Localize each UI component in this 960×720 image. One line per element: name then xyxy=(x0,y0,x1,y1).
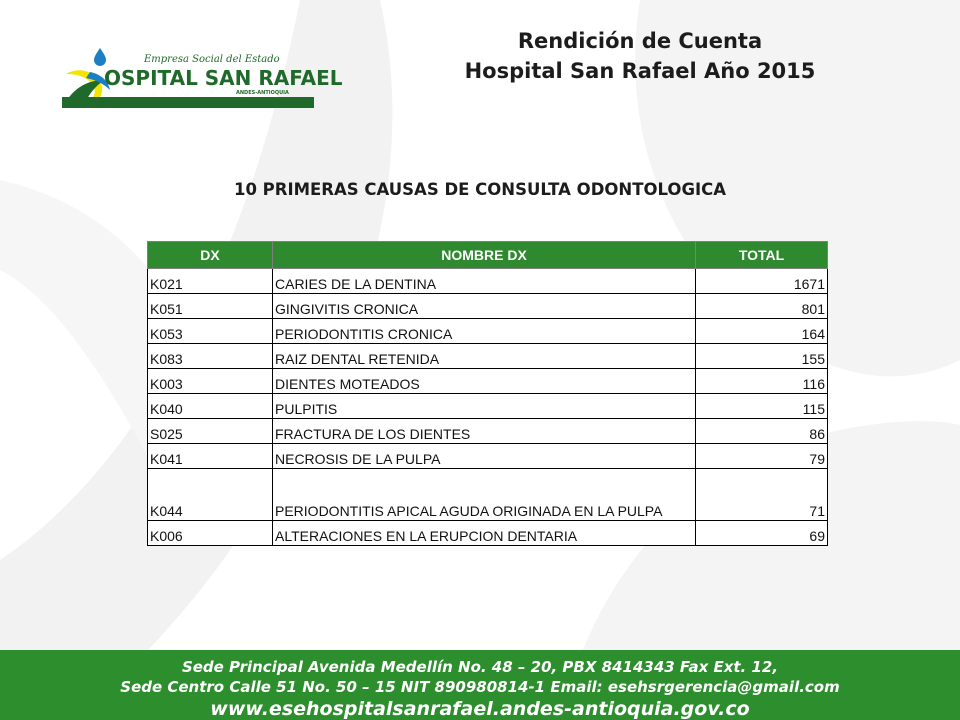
footer-address-main: Sede Principal Avenida Medellín No. 48 – 20, PBX 8414343 Fax Ext. 12, xyxy=(181,658,779,676)
footer-address-centro: Sede Centro Calle 51 No. 50 – 15 NIT 890980814-1 Email: esehsrgerencia@gmail.com xyxy=(120,678,840,696)
cell-total: 69 xyxy=(696,521,828,546)
table-row xyxy=(148,444,828,469)
cell-total: 79 xyxy=(696,444,828,469)
cell-total: 1671 xyxy=(696,269,828,294)
svg-text:ANDES-ANTIOQUIA: ANDES-ANTIOQUIA xyxy=(236,90,289,96)
cell-dx: K041 xyxy=(148,444,273,469)
header-dx: DX xyxy=(148,242,273,269)
table-row xyxy=(148,369,828,394)
cell-dx: K053 xyxy=(148,319,273,344)
svg-text:OSPITAL SAN RAFAEL: OSPITAL SAN RAFAEL xyxy=(104,66,343,90)
cell-name: FRACTURA DE LOS DIENTES xyxy=(273,419,696,444)
cell-name: PERIODONTITIS APICAL AGUDA ORIGINADA EN LA PULPA xyxy=(273,469,696,521)
cell-dx: K006 xyxy=(148,521,273,546)
table-row xyxy=(148,294,828,319)
cell-total: 155 xyxy=(696,344,828,369)
logo-tagline-bar xyxy=(62,97,314,108)
table-row xyxy=(148,269,828,294)
header-total: TOTAL xyxy=(696,242,828,269)
cell-dx: K044 xyxy=(148,469,273,521)
cell-total: 801 xyxy=(696,294,828,319)
footer-contact-bar xyxy=(0,650,960,720)
cell-name: PULPITIS xyxy=(273,394,696,419)
cell-dx: K003 xyxy=(148,369,273,394)
cell-name: GINGIVITIS CRONICA xyxy=(273,294,696,319)
cell-name: DIENTES MOTEADOS xyxy=(273,369,696,394)
diagnosis-table xyxy=(147,241,828,546)
table-row xyxy=(148,469,828,521)
cell-total: 116 xyxy=(696,369,828,394)
table-header-row xyxy=(148,242,828,269)
cell-total: 164 xyxy=(696,319,828,344)
cell-dx: K051 xyxy=(148,294,273,319)
header-nombre-dx: NOMBRE DX xyxy=(273,242,696,269)
cell-name: PERIODONTITIS CRONICA xyxy=(273,319,696,344)
cell-name: NECROSIS DE LA PULPA xyxy=(273,444,696,469)
cell-total: 115 xyxy=(696,394,828,419)
table-row xyxy=(148,521,828,546)
page-title xyxy=(440,26,840,86)
table-row xyxy=(148,319,828,344)
page-title-line2: Hospital San Rafael Año 2015 xyxy=(464,59,816,83)
section-subtitle: 10 PRIMERAS CAUSAS DE CONSULTA ODONTOLOGICA xyxy=(233,180,727,199)
svg-text:Empresa Social del Estado: Empresa Social del Estado xyxy=(144,54,280,65)
cell-name: ALTERACIONES EN LA ERUPCION DENTARIA xyxy=(273,521,696,546)
cell-dx: S025 xyxy=(148,419,273,444)
cell-dx: K083 xyxy=(148,344,273,369)
cell-dx: K040 xyxy=(148,394,273,419)
table-row xyxy=(148,394,828,419)
cell-dx: K021 xyxy=(148,269,273,294)
cell-name: RAIZ DENTAL RETENIDA xyxy=(273,344,696,369)
page-title-line1: Rendición de Cuenta xyxy=(517,29,763,53)
table-row xyxy=(148,344,828,369)
cell-total: 86 xyxy=(696,419,828,444)
cell-name: CARIES DE LA DENTINA xyxy=(273,269,696,294)
table-row xyxy=(148,419,828,444)
footer-website-link[interactable]: www.esehospitalsanrafael.andes-antioquia.gov.co xyxy=(210,698,750,720)
cell-total: 71 xyxy=(696,469,828,521)
